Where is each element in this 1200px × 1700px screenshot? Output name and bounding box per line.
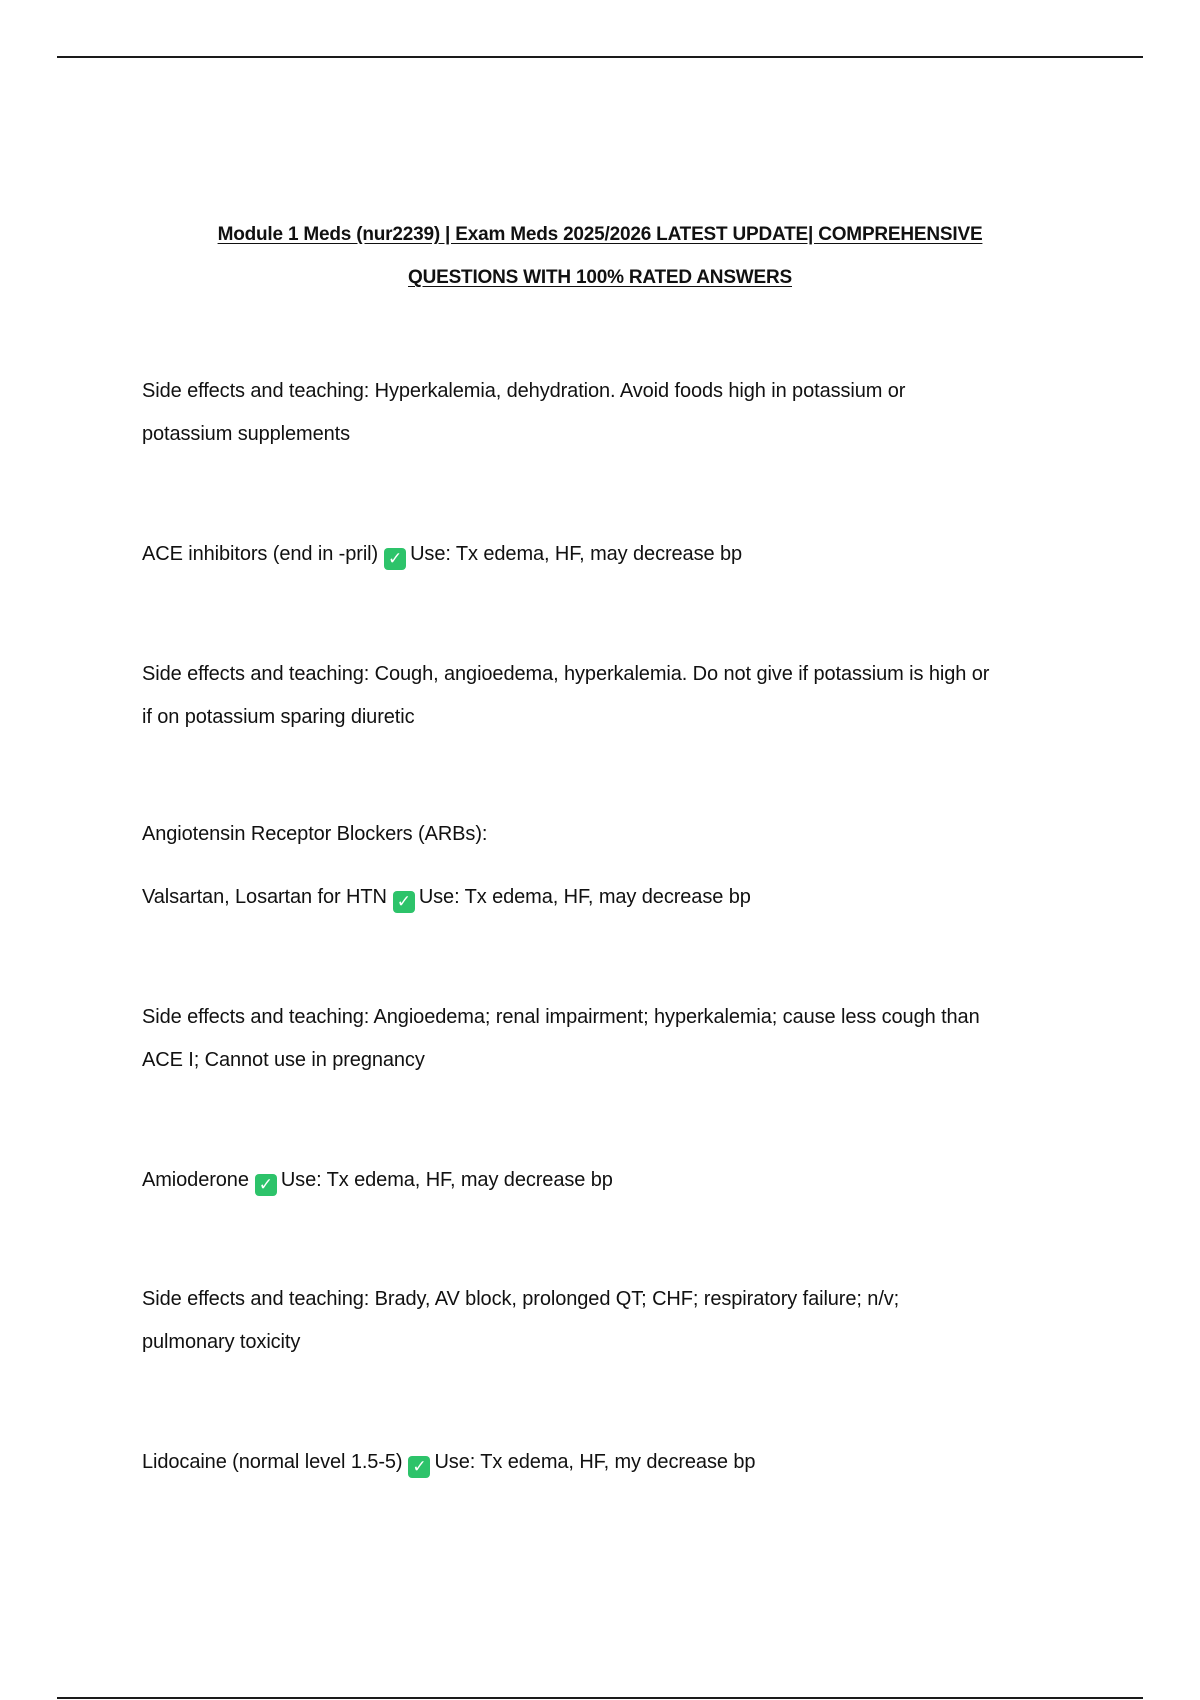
side-effects-block-4	[142, 1278, 1102, 1364]
check-mark-icon: ✓	[384, 548, 406, 570]
drug-term: Lidocaine (normal level 1.5-5)	[142, 1451, 403, 1473]
title-line-1: Module 1 Meds (nur2239) | Exam Meds 2025/2026 LATEST UPDATE| COMPREHENSIVE	[217, 224, 983, 245]
ace-inhibitors-entry	[142, 533, 1102, 576]
drug-answer: Use: Tx edema, HF, may decrease bp	[410, 543, 743, 565]
bottom-rule	[57, 1697, 1143, 1699]
section-heading: Angiotensin Receptor Blockers (ARBs):	[142, 823, 488, 845]
side-effects-line: pulmonary toxicity	[142, 1331, 301, 1353]
drug-term: Amioderone	[142, 1169, 249, 1191]
drug-term: ACE inhibitors (end in -pril)	[142, 543, 379, 565]
lidocaine-entry	[142, 1441, 1102, 1484]
amioderone-entry	[142, 1159, 1102, 1202]
check-mark-icon: ✓	[393, 891, 415, 913]
side-effects-line: Side effects and teaching: Angioedema; renal impairment; hyperkalemia; cause less cough than	[142, 1006, 980, 1028]
side-effects-block-3	[142, 996, 1102, 1082]
side-effects-line: ACE I; Cannot use in pregnancy	[142, 1049, 425, 1071]
document-title	[120, 213, 1080, 299]
arbs-heading	[142, 813, 1102, 856]
drug-answer: Use: Tx edema, HF, may decrease bp	[280, 1169, 613, 1191]
side-effects-line: potassium supplements	[142, 423, 351, 445]
arbs-entry	[142, 876, 1102, 919]
check-mark-icon: ✓	[408, 1456, 430, 1478]
top-rule	[57, 56, 1143, 58]
drug-answer: Use: Tx edema, HF, my decrease bp	[434, 1451, 756, 1473]
side-effects-line: Side effects and teaching: Brady, AV block, prolonged QT; CHF; respiratory failure; n/v;	[142, 1288, 900, 1310]
title-line-2: QUESTIONS WITH 100% RATED ANSWERS	[408, 267, 792, 288]
side-effects-block-1	[142, 370, 1102, 456]
side-effects-line: Side effects and teaching: Hyperkalemia, dehydration. Avoid foods high in potassium or	[142, 380, 906, 402]
side-effects-line: Side effects and teaching: Cough, angioedema, hyperkalemia. Do not give if potassium is high or	[142, 663, 990, 685]
side-effects-line: if on potassium sparing diuretic	[142, 706, 415, 728]
drug-term: Valsartan, Losartan for HTN	[142, 886, 387, 908]
drug-answer: Use: Tx edema, HF, may decrease bp	[418, 886, 751, 908]
check-mark-icon: ✓	[255, 1174, 277, 1196]
side-effects-block-2	[142, 653, 1102, 739]
